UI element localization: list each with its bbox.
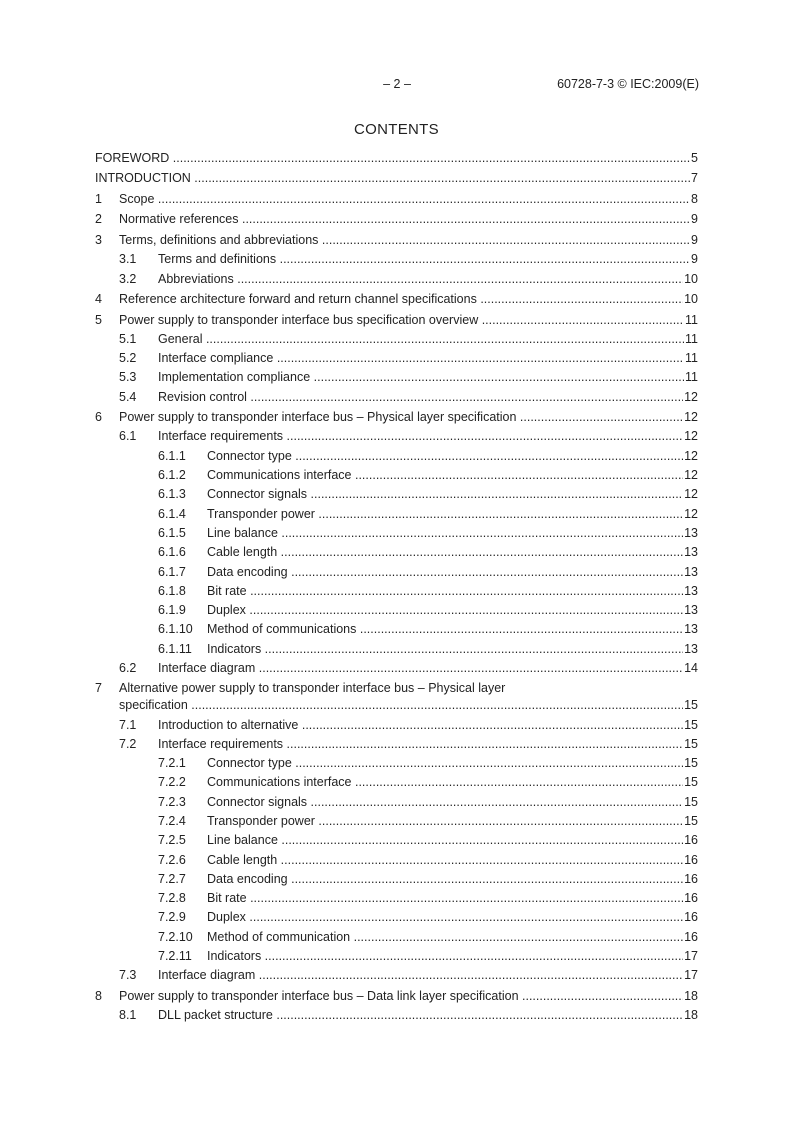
toc-entry-page: 18 [683, 1006, 698, 1025]
toc-entry[interactable] [95, 169, 698, 188]
toc-entry[interactable] [95, 505, 698, 524]
toc-entry-page: 15 [683, 812, 698, 831]
toc-entry-number: 5.4 [119, 389, 137, 404]
toc-entry-title: Power supply to transponder interface bus – Physical layer specification ..... [119, 410, 698, 424]
toc-entry-page: 16 [683, 831, 698, 850]
toc-entry[interactable] [95, 543, 698, 562]
toc-entry-title: Terms, definitions and abbreviations ..... [119, 233, 698, 247]
toc-entry-number: 6.1.3 [158, 487, 186, 502]
toc-entry-page: 9 [690, 231, 698, 250]
toc-entry-title: Power supply to transponder interface bus – Data link layer specification ..... [119, 989, 698, 1003]
toc-entry[interactable] [95, 966, 698, 985]
toc-entry[interactable] [95, 210, 698, 229]
toc-entry-number: 3 [95, 232, 102, 247]
toc-entry-continuation [119, 697, 698, 714]
toc-entry-title: DLL packet structure ..... [158, 1008, 698, 1022]
toc-entry-page: 11 [684, 311, 698, 330]
toc-entry-title: Bit rate ..... [207, 584, 698, 598]
toc-entry-title: Cable length ..... [207, 545, 698, 559]
toc-entry-number: 6 [95, 410, 102, 425]
toc-entry-number: 7.3 [119, 968, 137, 983]
toc-entry[interactable] [95, 270, 698, 289]
toc-entry-number: 7 [95, 680, 102, 695]
toc-entry-page: 12 [683, 427, 698, 446]
toc-entry-number: 7.2.10 [158, 929, 193, 944]
toc-entry-page: 13 [683, 582, 698, 601]
toc-entry-page: 9 [690, 210, 698, 229]
toc-entry[interactable] [95, 582, 698, 601]
toc-entry-page: 14 [683, 659, 698, 678]
toc-entry-title: Data encoding ..... [207, 872, 698, 886]
toc-entry-title: INTRODUCTION ..... [95, 171, 698, 185]
toc-entry-page: 18 [683, 987, 698, 1006]
toc-entry[interactable] [95, 735, 698, 754]
toc-entry-page: 12 [683, 388, 698, 407]
toc-entry-title: Line balance ..... [207, 833, 698, 847]
toc-entry[interactable] [95, 640, 698, 659]
toc-entry-title: Connector type ..... [207, 449, 698, 463]
toc-entry-title-continued: specification ..... [119, 698, 698, 712]
toc-entry[interactable] [95, 851, 698, 870]
toc-entry-number: 6.1.9 [158, 603, 186, 618]
toc-entry-title: Connector signals ..... [207, 795, 698, 809]
toc-entry-page: 13 [683, 524, 698, 543]
toc-entry-number: 6.1.2 [158, 468, 186, 483]
toc-entry-page: 16 [683, 908, 698, 927]
toc-entry-page: 15 [683, 793, 698, 812]
toc-entry[interactable] [95, 447, 698, 466]
toc-entry-title: Indicators ..... [207, 949, 698, 963]
toc-entry-page: 10 [683, 270, 698, 289]
toc-entry[interactable] [95, 149, 698, 168]
toc-entry-number: 7.2.2 [158, 775, 186, 790]
toc-entry[interactable] [95, 524, 698, 543]
toc-entry-title: Duplex ..... [207, 603, 698, 617]
toc-entry[interactable] [95, 408, 698, 427]
toc-entry[interactable] [95, 659, 698, 678]
toc-entry-title: Method of communications ..... [207, 622, 698, 636]
toc-entry-page: 11 [684, 368, 698, 387]
toc-entry-title: Interface diagram ..... [158, 968, 698, 982]
toc-entry-title: Connector type ..... [207, 756, 698, 770]
toc-entry-title: FOREWORD ..... [95, 151, 698, 165]
toc-entry[interactable] [95, 793, 698, 812]
toc-entry-title: Normative references ..... [119, 212, 698, 226]
toc-entry[interactable] [95, 812, 698, 831]
toc-entry-page: 12 [683, 485, 698, 504]
toc-entry[interactable] [95, 908, 698, 927]
toc-entry-number: 3.2 [119, 271, 137, 286]
toc-entry-page: 12 [683, 408, 698, 427]
toc-entry-title: Alternative power supply to transponder interface bus – Physical layer [119, 680, 506, 695]
toc-entry[interactable] [95, 716, 698, 735]
toc-entry-page: 17 [683, 947, 698, 966]
toc-entry-number: 6.1.8 [158, 583, 186, 598]
toc-entry[interactable] [95, 928, 698, 947]
toc-entry[interactable] [95, 947, 698, 966]
toc-entry[interactable] [95, 427, 698, 446]
toc-entry-page: 16 [683, 870, 698, 889]
toc-entry-number: 7.2.1 [158, 756, 186, 771]
toc-entry-page: 15 [683, 773, 698, 792]
toc-entry[interactable] [95, 231, 698, 250]
toc-entry-page: 16 [683, 928, 698, 947]
toc-entry-title: Cable length ..... [207, 853, 698, 867]
toc-entry-page: 9 [690, 250, 698, 269]
toc-entry-number: 3.1 [119, 252, 137, 267]
toc-entry[interactable] [95, 330, 698, 349]
toc-entry-number: 7.2.3 [158, 794, 186, 809]
toc-entry-page: 16 [683, 851, 698, 870]
toc-entry-number: 1 [95, 191, 102, 206]
toc-entry-number: 4 [95, 292, 102, 307]
toc-entry-title: Introduction to alternative ..... [158, 718, 698, 732]
toc-entry-page: 13 [683, 620, 698, 639]
toc-entry-page: 17 [683, 966, 698, 985]
toc-entry-title: Communications interface ..... [207, 775, 698, 789]
toc-entry[interactable] [95, 773, 698, 792]
toc-entry-page: 8 [690, 190, 698, 209]
toc-entry-number: 8 [95, 988, 102, 1003]
toc-entry-page: 10 [683, 290, 698, 309]
toc-entry-title: Duplex ..... [207, 910, 698, 924]
toc-entry-number: 7.2.5 [158, 833, 186, 848]
toc-entry-page: 12 [683, 447, 698, 466]
toc-entry-page: 16 [683, 889, 698, 908]
toc-entry-number: 5.2 [119, 351, 137, 366]
toc-entry-title: General ..... [158, 332, 698, 346]
page-title: CONTENTS [354, 121, 439, 138]
toc-entry-title: Scope ..... [119, 192, 698, 206]
toc-entry-title: Interface diagram ..... [158, 661, 698, 675]
toc-entry-title: Interface requirements ..... [158, 737, 698, 751]
toc-entry-title: Terms and definitions ..... [158, 252, 698, 266]
toc-entry-title: Interface requirements ..... [158, 429, 698, 443]
toc-entry-number: 5.3 [119, 370, 137, 385]
toc-entry-number: 5.1 [119, 331, 137, 346]
toc-entry-page: 13 [683, 601, 698, 620]
toc-entry[interactable] [95, 349, 698, 368]
toc-entry-title: Power supply to transponder interface bus specification overview ..... [119, 313, 698, 327]
toc-entry-page: 15 [683, 716, 698, 735]
toc-entry-title: Revision control ..... [158, 390, 698, 404]
toc-entry-number: 7.1 [119, 717, 137, 732]
toc-entry-page: 5 [690, 149, 698, 168]
toc-entry-page: 13 [683, 563, 698, 582]
toc-entry[interactable] [95, 987, 698, 1006]
page-number: – 2 – [383, 77, 411, 91]
toc-entry-title: Transponder power ..... [207, 814, 698, 828]
toc-entry-page: 15 [683, 735, 698, 754]
toc-entry-number: 7.2.4 [158, 814, 186, 828]
toc-entry-number: 6.1.7 [158, 564, 186, 579]
toc-entry-page: 15 [684, 697, 698, 712]
toc-entry[interactable] [95, 601, 698, 620]
toc-entry[interactable] [95, 290, 698, 309]
toc-entry[interactable] [95, 190, 698, 209]
toc-entry-number: 2 [95, 212, 102, 227]
toc-entry-title: Method of communication ..... [207, 930, 698, 944]
toc-entry-page: 13 [683, 640, 698, 659]
toc-entry-title: Interface compliance ..... [158, 351, 698, 365]
toc-entry[interactable] [95, 620, 698, 639]
toc-entry-page: 15 [683, 754, 698, 773]
toc-entry-title: Bit rate ..... [207, 891, 698, 905]
toc-entry-number: 6.1.5 [158, 525, 186, 540]
toc-entry[interactable] [95, 563, 698, 582]
toc-entry-number: 8.1 [119, 1008, 137, 1023]
toc-entry[interactable] [95, 754, 698, 773]
toc-entry-title: Communications interface ..... [207, 468, 698, 482]
toc-entry[interactable] [95, 1006, 698, 1025]
toc-entry-number: 7.2.6 [158, 852, 186, 867]
toc-entry[interactable] [95, 870, 698, 889]
toc-entry-number: 6.1.4 [158, 506, 186, 521]
toc-entry-number: 6.1.10 [158, 622, 193, 637]
toc-entry-title: Data encoding ..... [207, 565, 698, 579]
toc-entry-number: 7.2.8 [158, 891, 186, 906]
toc-entry-page: 7 [690, 169, 698, 188]
toc-entry-number: 6.1.6 [158, 545, 186, 560]
toc-entry-title: Implementation compliance ..... [158, 370, 698, 384]
toc-entry-title: Line balance ..... [207, 526, 698, 540]
toc-entry[interactable] [95, 311, 698, 330]
toc-entry-page: 11 [684, 330, 698, 349]
toc-entry[interactable] [95, 485, 698, 504]
toc-entry-number: 7.2.9 [158, 910, 186, 925]
toc-entry-number: 7.2.11 [158, 949, 192, 964]
toc-entry-number: 7.2.7 [158, 871, 186, 886]
toc-entry[interactable] [95, 368, 698, 387]
toc-entry-number: 6.1 [119, 429, 137, 444]
toc-entry-page: 12 [683, 466, 698, 485]
document-reference: 60728-7-3 © IEC:2009(E) [557, 77, 699, 91]
toc-entry-page: 13 [683, 543, 698, 562]
toc-entry-title: Connector signals ..... [207, 487, 698, 501]
toc-entry-number: 6.1.11 [158, 641, 192, 656]
toc-entry-page: 12 [683, 505, 698, 524]
toc-entry[interactable] [95, 388, 698, 407]
toc-entry-title: Reference architecture forward and return channel specifications ..... [119, 292, 698, 306]
toc-entry-number: 5 [95, 312, 102, 327]
toc-entry[interactable] [95, 466, 698, 485]
toc-entry[interactable] [95, 831, 698, 850]
toc-entry[interactable] [95, 680, 698, 716]
toc-entry-page: 11 [684, 349, 698, 368]
toc-entry[interactable] [95, 889, 698, 908]
toc-entry[interactable] [95, 250, 698, 269]
toc-entry-title: Abbreviations ..... [158, 272, 698, 286]
table-of-contents [95, 149, 698, 1025]
toc-entry-number: 6.2 [119, 661, 137, 676]
toc-entry-number: 6.1.1 [158, 448, 186, 463]
toc-entry-title: Indicators ..... [207, 642, 698, 656]
toc-entry-number: 7.2 [119, 736, 137, 751]
toc-entry-title: Transponder power ..... [207, 507, 698, 521]
